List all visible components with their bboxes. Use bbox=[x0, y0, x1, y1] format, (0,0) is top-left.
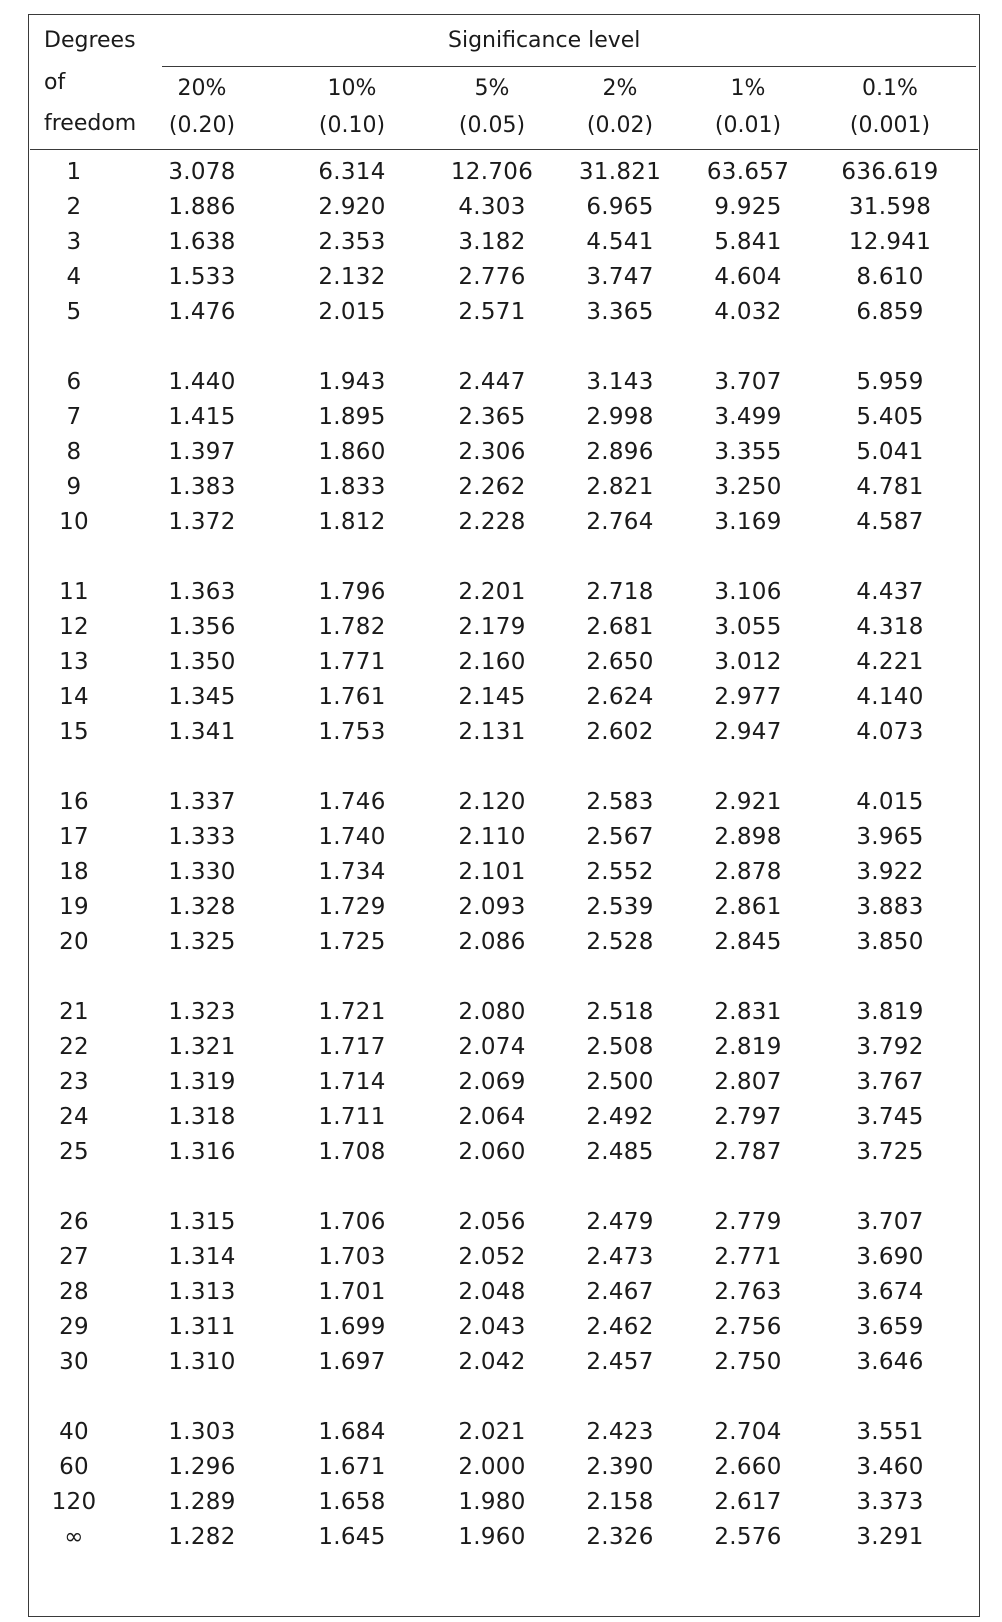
value-cell: 1.729 bbox=[318, 894, 386, 920]
value-cell: 2.831 bbox=[714, 999, 782, 1025]
value-cell: 4.318 bbox=[856, 614, 924, 640]
value-cell: 1.721 bbox=[318, 999, 386, 1025]
value-cell: 3.182 bbox=[458, 229, 526, 255]
value-cell: 2.602 bbox=[586, 719, 654, 745]
df-cell: 12 bbox=[59, 614, 89, 640]
value-cell: 1.303 bbox=[168, 1419, 236, 1445]
value-cell: 2.145 bbox=[458, 684, 526, 710]
value-cell: 2.977 bbox=[714, 684, 782, 710]
df-cell: 19 bbox=[59, 894, 89, 920]
value-cell: 2.120 bbox=[458, 789, 526, 815]
value-cell: 1.703 bbox=[318, 1244, 386, 1270]
value-cell: 2.052 bbox=[458, 1244, 526, 1270]
value-cell: 1.289 bbox=[168, 1489, 236, 1515]
value-cell: 1.321 bbox=[168, 1034, 236, 1060]
value-cell: 1.860 bbox=[318, 439, 386, 465]
value-cell: 5.405 bbox=[856, 404, 924, 430]
value-cell: 2.797 bbox=[714, 1104, 782, 1130]
value-cell: 2.110 bbox=[458, 824, 526, 850]
value-cell: 1.943 bbox=[318, 369, 386, 395]
value-cell: 2.819 bbox=[714, 1034, 782, 1060]
value-cell: 8.610 bbox=[856, 264, 924, 290]
value-cell: 1.313 bbox=[168, 1279, 236, 1305]
column-header-percent: 20% bbox=[177, 76, 227, 101]
value-cell: 1.323 bbox=[168, 999, 236, 1025]
value-cell: 2.353 bbox=[318, 229, 386, 255]
value-cell: 2.080 bbox=[458, 999, 526, 1025]
value-cell: 636.619 bbox=[841, 159, 939, 185]
df-cell: 26 bbox=[59, 1209, 89, 1235]
value-cell: 2.462 bbox=[586, 1314, 654, 1340]
value-cell: 2.750 bbox=[714, 1349, 782, 1375]
value-cell: 3.883 bbox=[856, 894, 924, 920]
value-cell: 1.658 bbox=[318, 1489, 386, 1515]
value-cell: 1.315 bbox=[168, 1209, 236, 1235]
value-cell: 3.707 bbox=[856, 1209, 924, 1235]
df-cell: 30 bbox=[59, 1349, 89, 1375]
value-cell: 2.571 bbox=[458, 299, 526, 325]
df-cell: 27 bbox=[59, 1244, 89, 1270]
column-header-decimal: (0.20) bbox=[168, 113, 236, 138]
value-cell: 2.896 bbox=[586, 439, 654, 465]
df-cell: 120 bbox=[51, 1489, 97, 1515]
df-header-line1: Degrees bbox=[44, 28, 136, 53]
value-cell: 2.617 bbox=[714, 1489, 782, 1515]
df-cell: 8 bbox=[66, 439, 82, 465]
value-cell: 2.552 bbox=[586, 859, 654, 885]
value-cell: 2.998 bbox=[586, 404, 654, 430]
value-cell: 4.140 bbox=[856, 684, 924, 710]
df-cell: 13 bbox=[59, 649, 89, 675]
value-cell: 1.333 bbox=[168, 824, 236, 850]
value-cell: 4.781 bbox=[856, 474, 924, 500]
value-cell: 1.895 bbox=[318, 404, 386, 430]
value-cell: 3.659 bbox=[856, 1314, 924, 1340]
value-cell: 2.479 bbox=[586, 1209, 654, 1235]
value-cell: 2.650 bbox=[586, 649, 654, 675]
df-cell: 7 bbox=[66, 404, 82, 430]
value-cell: 2.228 bbox=[458, 509, 526, 535]
value-cell: 3.767 bbox=[856, 1069, 924, 1095]
value-cell: 2.492 bbox=[586, 1104, 654, 1130]
significance-level-title: Significance level bbox=[448, 28, 641, 53]
value-cell: 31.821 bbox=[578, 159, 662, 185]
value-cell: 3.012 bbox=[714, 649, 782, 675]
value-cell: 2.878 bbox=[714, 859, 782, 885]
df-cell: 21 bbox=[59, 999, 89, 1025]
value-cell: 3.499 bbox=[714, 404, 782, 430]
df-cell: 10 bbox=[59, 509, 89, 535]
value-cell: 2.921 bbox=[714, 789, 782, 815]
df-cell: 6 bbox=[66, 369, 82, 395]
df-cell: 40 bbox=[59, 1419, 89, 1445]
value-cell: 5.041 bbox=[856, 439, 924, 465]
column-header-decimal: (0.01) bbox=[714, 113, 782, 138]
value-cell: 2.528 bbox=[586, 929, 654, 955]
value-cell: 2.787 bbox=[714, 1139, 782, 1165]
value-cell: 2.539 bbox=[586, 894, 654, 920]
value-cell: 1.350 bbox=[168, 649, 236, 675]
value-cell: 2.861 bbox=[714, 894, 782, 920]
column-header-percent: 5% bbox=[474, 76, 510, 101]
value-cell: 1.314 bbox=[168, 1244, 236, 1270]
value-cell: 1.714 bbox=[318, 1069, 386, 1095]
value-cell: 2.101 bbox=[458, 859, 526, 885]
value-cell: 2.158 bbox=[586, 1489, 654, 1515]
value-cell: 1.761 bbox=[318, 684, 386, 710]
value-cell: 5.959 bbox=[856, 369, 924, 395]
value-cell: 2.660 bbox=[714, 1454, 782, 1480]
df-cell: 60 bbox=[59, 1454, 89, 1480]
value-cell: 2.060 bbox=[458, 1139, 526, 1165]
column-header-decimal: (0.05) bbox=[458, 113, 526, 138]
df-cell: 2 bbox=[66, 194, 82, 220]
value-cell: 1.341 bbox=[168, 719, 236, 745]
value-cell: 2.306 bbox=[458, 439, 526, 465]
value-cell: 1.697 bbox=[318, 1349, 386, 1375]
df-cell: 3 bbox=[66, 229, 82, 255]
value-cell: 2.624 bbox=[586, 684, 654, 710]
value-cell: 2.160 bbox=[458, 649, 526, 675]
value-cell: 6.314 bbox=[318, 159, 386, 185]
value-cell: 2.015 bbox=[318, 299, 386, 325]
value-cell: 1.282 bbox=[168, 1524, 236, 1550]
df-cell: 23 bbox=[59, 1069, 89, 1095]
value-cell: 1.725 bbox=[318, 929, 386, 955]
value-cell: 1.960 bbox=[458, 1524, 526, 1550]
value-cell: 2.763 bbox=[714, 1279, 782, 1305]
value-cell: 2.771 bbox=[714, 1244, 782, 1270]
value-cell: 3.674 bbox=[856, 1279, 924, 1305]
value-cell: 1.740 bbox=[318, 824, 386, 850]
value-cell: 2.074 bbox=[458, 1034, 526, 1060]
value-cell: 12.706 bbox=[450, 159, 534, 185]
df-cell: 9 bbox=[66, 474, 82, 500]
value-cell: 3.965 bbox=[856, 824, 924, 850]
value-cell: 1.701 bbox=[318, 1279, 386, 1305]
value-cell: 1.638 bbox=[168, 229, 236, 255]
value-cell: 1.356 bbox=[168, 614, 236, 640]
value-cell: 4.604 bbox=[714, 264, 782, 290]
value-cell: 1.833 bbox=[318, 474, 386, 500]
df-cell: 14 bbox=[59, 684, 89, 710]
value-cell: 2.447 bbox=[458, 369, 526, 395]
value-cell: 1.310 bbox=[168, 1349, 236, 1375]
value-cell: 1.325 bbox=[168, 929, 236, 955]
value-cell: 2.093 bbox=[458, 894, 526, 920]
value-cell: 2.485 bbox=[586, 1139, 654, 1165]
value-cell: 2.326 bbox=[586, 1524, 654, 1550]
value-cell: 3.106 bbox=[714, 579, 782, 605]
value-cell: 2.390 bbox=[586, 1454, 654, 1480]
df-cell: 18 bbox=[59, 859, 89, 885]
value-cell: 1.296 bbox=[168, 1454, 236, 1480]
value-cell: 3.747 bbox=[586, 264, 654, 290]
value-cell: 2.898 bbox=[714, 824, 782, 850]
value-cell: 3.725 bbox=[856, 1139, 924, 1165]
value-cell: 1.746 bbox=[318, 789, 386, 815]
value-cell: 2.043 bbox=[458, 1314, 526, 1340]
value-cell: 2.064 bbox=[458, 1104, 526, 1130]
value-cell: 1.671 bbox=[318, 1454, 386, 1480]
value-cell: 1.645 bbox=[318, 1524, 386, 1550]
value-cell: 3.551 bbox=[856, 1419, 924, 1445]
value-cell: 2.704 bbox=[714, 1419, 782, 1445]
column-header-decimal: (0.02) bbox=[586, 113, 654, 138]
value-cell: 3.373 bbox=[856, 1489, 924, 1515]
value-cell: 2.056 bbox=[458, 1209, 526, 1235]
df-cell: 17 bbox=[59, 824, 89, 850]
df-cell: 29 bbox=[59, 1314, 89, 1340]
value-cell: 2.567 bbox=[586, 824, 654, 850]
value-cell: 2.756 bbox=[714, 1314, 782, 1340]
value-cell: 2.021 bbox=[458, 1419, 526, 1445]
value-cell: 1.711 bbox=[318, 1104, 386, 1130]
df-cell: ∞ bbox=[64, 1524, 84, 1550]
value-cell: 2.179 bbox=[458, 614, 526, 640]
value-cell: 2.764 bbox=[586, 509, 654, 535]
value-cell: 2.508 bbox=[586, 1034, 654, 1060]
value-cell: 1.363 bbox=[168, 579, 236, 605]
value-cell: 2.920 bbox=[318, 194, 386, 220]
value-cell: 4.015 bbox=[856, 789, 924, 815]
value-cell: 4.587 bbox=[856, 509, 924, 535]
value-cell: 2.457 bbox=[586, 1349, 654, 1375]
value-cell: 1.397 bbox=[168, 439, 236, 465]
value-cell: 1.771 bbox=[318, 649, 386, 675]
value-cell: 3.169 bbox=[714, 509, 782, 535]
value-cell: 1.717 bbox=[318, 1034, 386, 1060]
value-cell: 2.467 bbox=[586, 1279, 654, 1305]
value-cell: 12.941 bbox=[848, 229, 932, 255]
value-cell: 2.947 bbox=[714, 719, 782, 745]
df-cell: 25 bbox=[59, 1139, 89, 1165]
df-cell: 20 bbox=[59, 929, 89, 955]
value-cell: 3.690 bbox=[856, 1244, 924, 1270]
value-cell: 2.131 bbox=[458, 719, 526, 745]
value-cell: 1.440 bbox=[168, 369, 236, 395]
df-cell: 5 bbox=[66, 299, 82, 325]
value-cell: 1.476 bbox=[168, 299, 236, 325]
value-cell: 1.684 bbox=[318, 1419, 386, 1445]
value-cell: 2.473 bbox=[586, 1244, 654, 1270]
value-cell: 4.303 bbox=[458, 194, 526, 220]
value-cell: 3.291 bbox=[856, 1524, 924, 1550]
column-header-percent: 0.1% bbox=[862, 76, 918, 101]
df-cell: 16 bbox=[59, 789, 89, 815]
value-cell: 2.845 bbox=[714, 929, 782, 955]
value-cell: 1.328 bbox=[168, 894, 236, 920]
value-cell: 1.330 bbox=[168, 859, 236, 885]
value-cell: 4.032 bbox=[714, 299, 782, 325]
df-cell: 1 bbox=[66, 159, 82, 185]
value-cell: 1.753 bbox=[318, 719, 386, 745]
value-cell: 1.980 bbox=[458, 1489, 526, 1515]
df-cell: 28 bbox=[59, 1279, 89, 1305]
value-cell: 1.319 bbox=[168, 1069, 236, 1095]
value-cell: 1.734 bbox=[318, 859, 386, 885]
df-cell: 15 bbox=[59, 719, 89, 745]
value-cell: 1.708 bbox=[318, 1139, 386, 1165]
value-cell: 2.086 bbox=[458, 929, 526, 955]
value-cell: 3.850 bbox=[856, 929, 924, 955]
value-cell: 1.415 bbox=[168, 404, 236, 430]
column-header-decimal: (0.10) bbox=[318, 113, 386, 138]
column-header-percent: 10% bbox=[327, 76, 377, 101]
value-cell: 2.069 bbox=[458, 1069, 526, 1095]
value-cell: 1.383 bbox=[168, 474, 236, 500]
value-cell: 3.792 bbox=[856, 1034, 924, 1060]
value-cell: 3.707 bbox=[714, 369, 782, 395]
value-cell: 3.460 bbox=[856, 1454, 924, 1480]
value-cell: 3.745 bbox=[856, 1104, 924, 1130]
value-cell: 2.576 bbox=[714, 1524, 782, 1550]
value-cell: 2.681 bbox=[586, 614, 654, 640]
value-cell: 2.518 bbox=[586, 999, 654, 1025]
value-cell: 3.250 bbox=[714, 474, 782, 500]
value-cell: 2.807 bbox=[714, 1069, 782, 1095]
value-cell: 5.841 bbox=[714, 229, 782, 255]
value-cell: 1.706 bbox=[318, 1209, 386, 1235]
value-cell: 2.500 bbox=[586, 1069, 654, 1095]
value-cell: 3.922 bbox=[856, 859, 924, 885]
value-cell: 2.423 bbox=[586, 1419, 654, 1445]
column-header-decimal: (0.001) bbox=[849, 113, 931, 138]
df-header-line2: of bbox=[44, 70, 66, 95]
value-cell: 6.859 bbox=[856, 299, 924, 325]
value-cell: 3.365 bbox=[586, 299, 654, 325]
value-cell: 31.598 bbox=[848, 194, 932, 220]
value-cell: 3.055 bbox=[714, 614, 782, 640]
value-cell: 3.819 bbox=[856, 999, 924, 1025]
value-cell: 2.776 bbox=[458, 264, 526, 290]
value-cell: 2.000 bbox=[458, 1454, 526, 1480]
column-header-percent: 2% bbox=[602, 76, 638, 101]
value-cell: 3.143 bbox=[586, 369, 654, 395]
value-cell: 1.372 bbox=[168, 509, 236, 535]
value-cell: 1.533 bbox=[168, 264, 236, 290]
value-cell: 2.718 bbox=[586, 579, 654, 605]
value-cell: 2.821 bbox=[586, 474, 654, 500]
value-cell: 2.132 bbox=[318, 264, 386, 290]
value-cell: 4.073 bbox=[856, 719, 924, 745]
value-cell: 2.583 bbox=[586, 789, 654, 815]
value-cell: 2.042 bbox=[458, 1349, 526, 1375]
value-cell: 9.925 bbox=[714, 194, 782, 220]
value-cell: 3.646 bbox=[856, 1349, 924, 1375]
value-cell: 2.262 bbox=[458, 474, 526, 500]
value-cell: 63.657 bbox=[706, 159, 790, 185]
df-cell: 4 bbox=[66, 264, 82, 290]
value-cell: 1.886 bbox=[168, 194, 236, 220]
value-cell: 3.078 bbox=[168, 159, 236, 185]
value-cell: 1.782 bbox=[318, 614, 386, 640]
value-cell: 1.318 bbox=[168, 1104, 236, 1130]
value-cell: 1.316 bbox=[168, 1139, 236, 1165]
value-cell: 2.048 bbox=[458, 1279, 526, 1305]
value-cell: 2.201 bbox=[458, 579, 526, 605]
value-cell: 1.699 bbox=[318, 1314, 386, 1340]
value-cell: 2.365 bbox=[458, 404, 526, 430]
value-cell: 1.812 bbox=[318, 509, 386, 535]
value-cell: 4.437 bbox=[856, 579, 924, 605]
df-cell: 11 bbox=[59, 579, 89, 605]
value-cell: 1.337 bbox=[168, 789, 236, 815]
df-cell: 22 bbox=[59, 1034, 89, 1060]
column-header-percent: 1% bbox=[730, 76, 766, 101]
value-cell: 1.311 bbox=[168, 1314, 236, 1340]
value-cell: 1.345 bbox=[168, 684, 236, 710]
value-cell: 2.779 bbox=[714, 1209, 782, 1235]
df-header-line3: freedom bbox=[44, 111, 137, 136]
value-cell: 6.965 bbox=[586, 194, 654, 220]
value-cell: 4.221 bbox=[856, 649, 924, 675]
value-cell: 1.796 bbox=[318, 579, 386, 605]
df-cell: 24 bbox=[59, 1104, 89, 1130]
value-cell: 4.541 bbox=[586, 229, 654, 255]
value-cell: 3.355 bbox=[714, 439, 782, 465]
